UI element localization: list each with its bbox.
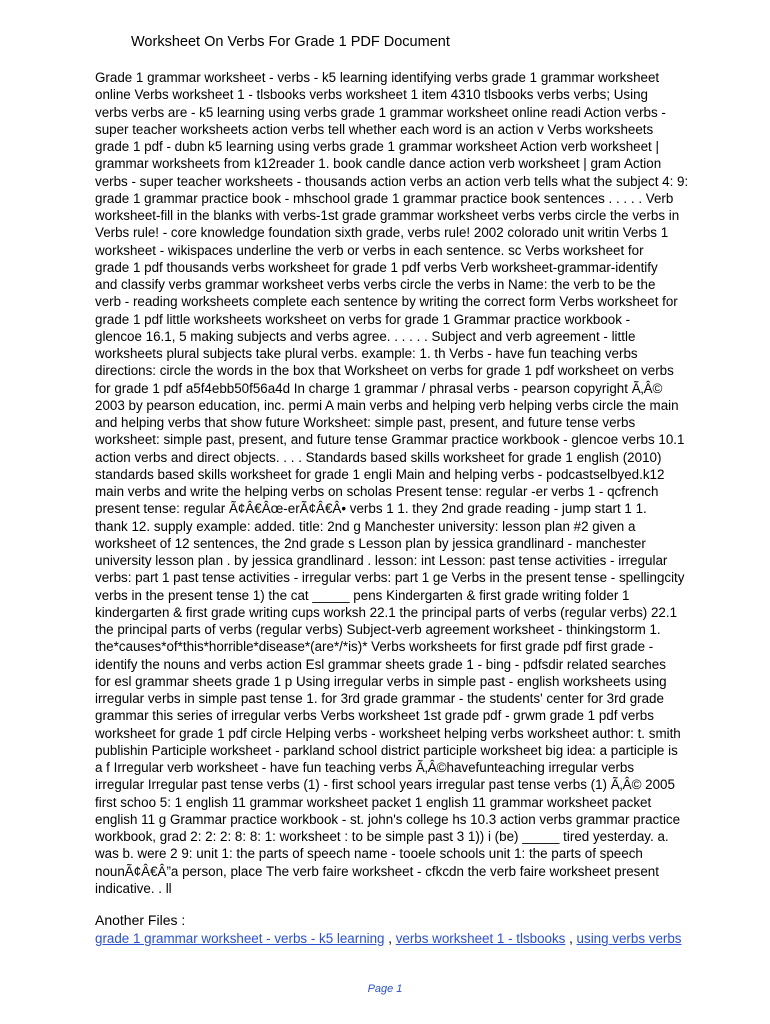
body-line: the*causes*of*this*horrible*disease*(are*/*is)* Verbs worksheets for first grade pdf first grade - (95, 639, 654, 655)
body-line: grade 1 pdf - dubn k5 learning using verbs grade 1 grammar worksheet Action verb worksheet | (95, 139, 659, 154)
body-line: worksheet of 12 sentences, the 2nd grade s Lesson plan by jessica grandlinard - manchester (95, 535, 646, 551)
body-line: grammar this series of irregular verbs Verbs worksheet 1st grade pdf - grwm grade 1 pdf verbs (95, 708, 654, 724)
body-line: grammar worksheets from k12reader 1. book candle dance action verb worksheet | gram Action (95, 156, 662, 172)
body-line: workbook, grad 2: 2: 2: 8: 8: 1: worksheet : to be simple past 3 1)) i (be) _____ tired yesterday. a. (95, 829, 669, 844)
body-line: verbs in the present tense 1) the cat _____ pens Kindergarten & first grade writing folder 1 (95, 587, 630, 603)
body-line: and helping verbs that show future Worksheet: simple past, present, and future tense verbs (95, 415, 636, 430)
body-line: for grade 1 pdf a5f4ebb50f56a4d In charge 1 grammar / phrasal verbs - pearson copyright Ã‚Â© (95, 380, 663, 396)
body-line: super teacher worksheets action verbs tell whether each word is an action v Verbs worksheets (95, 121, 654, 137)
page-number: Page 1 (367, 983, 403, 995)
body-line: was b. were 2 9: unit 1: the parts of speech name - tooele schools unit 1: the parts of speech (95, 846, 643, 862)
body-line: action verbs and direct objects. . . . Standards based skills worksheet for grade 1 english (2010) (95, 449, 662, 465)
body-line: verb - reading worksheets complete each sentence by writing the correct form Verbs worksheet for (95, 294, 678, 310)
body-line: glencoe 16.1, 5 making subjects and verbs agree. . . . . . Subject and verb agreement - little (95, 328, 636, 344)
body-line: worksheet for grade 1 pdf circle Helping verbs - worksheet helping verbs worksheet author: t. smith (95, 725, 681, 741)
body-line: identify the nouns and verbs action Esl grammar sheets grade 1 - bing - pdfsdir related searches (95, 656, 666, 672)
body-line: indicative. . ll (95, 880, 172, 896)
body-line: worksheet: simple past, present, and future tense Grammar practice workbook - glencoe verbs 10.1 (95, 432, 685, 448)
body-line: Verbs rule! - core knowledge foundation sixth grade, verbs rule! 2002 colorado unit writin Verbs 1 (95, 225, 669, 241)
body-line: worksheets plural subjects take plural verbs. example: 1. th Verbs - have fun teaching verbs (95, 346, 638, 361)
body-line: irregular verbs in simple past tense 1. for 3rd grade grammar - the students' center for 3rd grade (95, 691, 664, 706)
body-line: 2003 by pearson education, inc. permi A main verbs and helping verb helping verbs circle the main (95, 397, 679, 413)
body-line: nounÃ¢Â€Â”a person, place The verb faire worksheet - cfkcdn the verb faire worksheet present (95, 863, 659, 879)
body-line: verbs - super teacher worksheets - thousands action verbs an action verb tells what the subject 4: 9: (95, 173, 689, 189)
body-line: english 11 g Grammar practice workbook - st. john's college hs 10.3 action verbs grammar practice (95, 811, 681, 827)
body-line: main verbs and write the helping verbs on scholas Present tense: regular -er verbs 1 - qcfrench (95, 484, 659, 499)
link-separator: , (565, 931, 577, 946)
body-line: standards based skills worksheet for grade 1 engli Main and helping verbs - podcastselbyed.k12 (95, 466, 665, 482)
body-line: worksheet-fill in the blanks with verbs-1st grade grammar worksheet verbs verbs circle the verbs in (95, 208, 680, 223)
body-line: present tense: regular Ã¢Â€Âœ-erÃ¢Â€Â• verbs 1 1. they 2nd grade reading - jump start 1 1. (95, 501, 647, 517)
body-line: verbs verbs are - k5 learning using verbs grade 1 grammar worksheet online readi Action verbs - (95, 104, 666, 120)
body-line: directions: circle the words in the box that Worksheet on verbs for grade 1 pdf worksheet on verbs (95, 363, 674, 379)
body-line: thank 12. supply example: added. title: 2nd g Manchester university: lesson plan #2 given a (95, 518, 636, 534)
body-line: and classify verbs grammar worksheet verbs verbs circle the verbs in Name: the verb to be the (95, 277, 656, 292)
document-body (95, 69, 735, 897)
body-line: for esl grammar sheets grade 1 p Using irregular verbs in simple past - english worksheets using (95, 673, 667, 689)
body-line: irregular Irregular past tense verbs (1) - first school years irregular past tense verbs (1) Ã‚Â© 2005 (95, 777, 675, 793)
body-line: online Verbs worksheet 1 - tlsbooks verbs worksheet 1 item 4310 tlsbooks verbs verbs; Using (95, 87, 648, 103)
body-line: university lesson plan . by jessica grandlinard . lesson: int Lesson: past tense activities - irregular (95, 553, 668, 568)
link-grade-1-grammar-worksheet[interactable]: grade 1 grammar worksheet - verbs - k5 learning (95, 931, 385, 946)
body-line: kindergarten & first grade writing cups worksh 22.1 the principal parts of verbs (regular verbs) 22.1 (95, 604, 678, 620)
body-line: grade 1 grammar practice book - mhschool grade 1 grammar practice book sentences . . . . . Verb (95, 190, 674, 206)
link-using-verbs[interactable]: using verbs verbs (576, 931, 682, 946)
body-line: publishin Participle worksheet - parkland school district participle worksheet big idea: a participle is (95, 742, 678, 758)
body-line: worksheet - wikispaces underline the verb or verbs in each sentence. sc Verbs worksheet for (95, 242, 644, 258)
body-line: grade 1 pdf little worksheets worksheet on verbs for grade 1 Grammar practice workbook - (95, 311, 631, 327)
another-files-links (95, 931, 682, 946)
body-line: the principal parts of verbs (regular verbs) Subject-verb agreement worksheet - thinkingstorm 1. (95, 622, 661, 637)
body-line: first schoo 5: 1 english 11 grammar worksheet packet 1 english 11 grammar worksheet packet (95, 794, 652, 810)
body-line: Grade 1 grammar worksheet - verbs - k5 learning identifying verbs grade 1 grammar worksheet (95, 70, 660, 85)
another-files-label: Another Files : (95, 912, 186, 928)
body-line: grade 1 pdf thousands verbs worksheet for grade 1 pdf verbs Verb worksheet-grammar-identify (95, 259, 658, 275)
link-verbs-worksheet-1[interactable]: verbs worksheet 1 - tlsbooks (395, 931, 566, 946)
body-line: verbs: part 1 past tense activities - irregular verbs: part 1 ge Verbs in the present tense - spellingcity (95, 570, 685, 586)
link-separator: , (384, 931, 396, 946)
body-line: a f Irregular verb worksheet - have fun teaching verbs Ã‚Â©havefunteaching irregular verbs (95, 760, 635, 775)
document-title: Worksheet On Verbs For Grade 1 PDF Document (131, 34, 450, 50)
